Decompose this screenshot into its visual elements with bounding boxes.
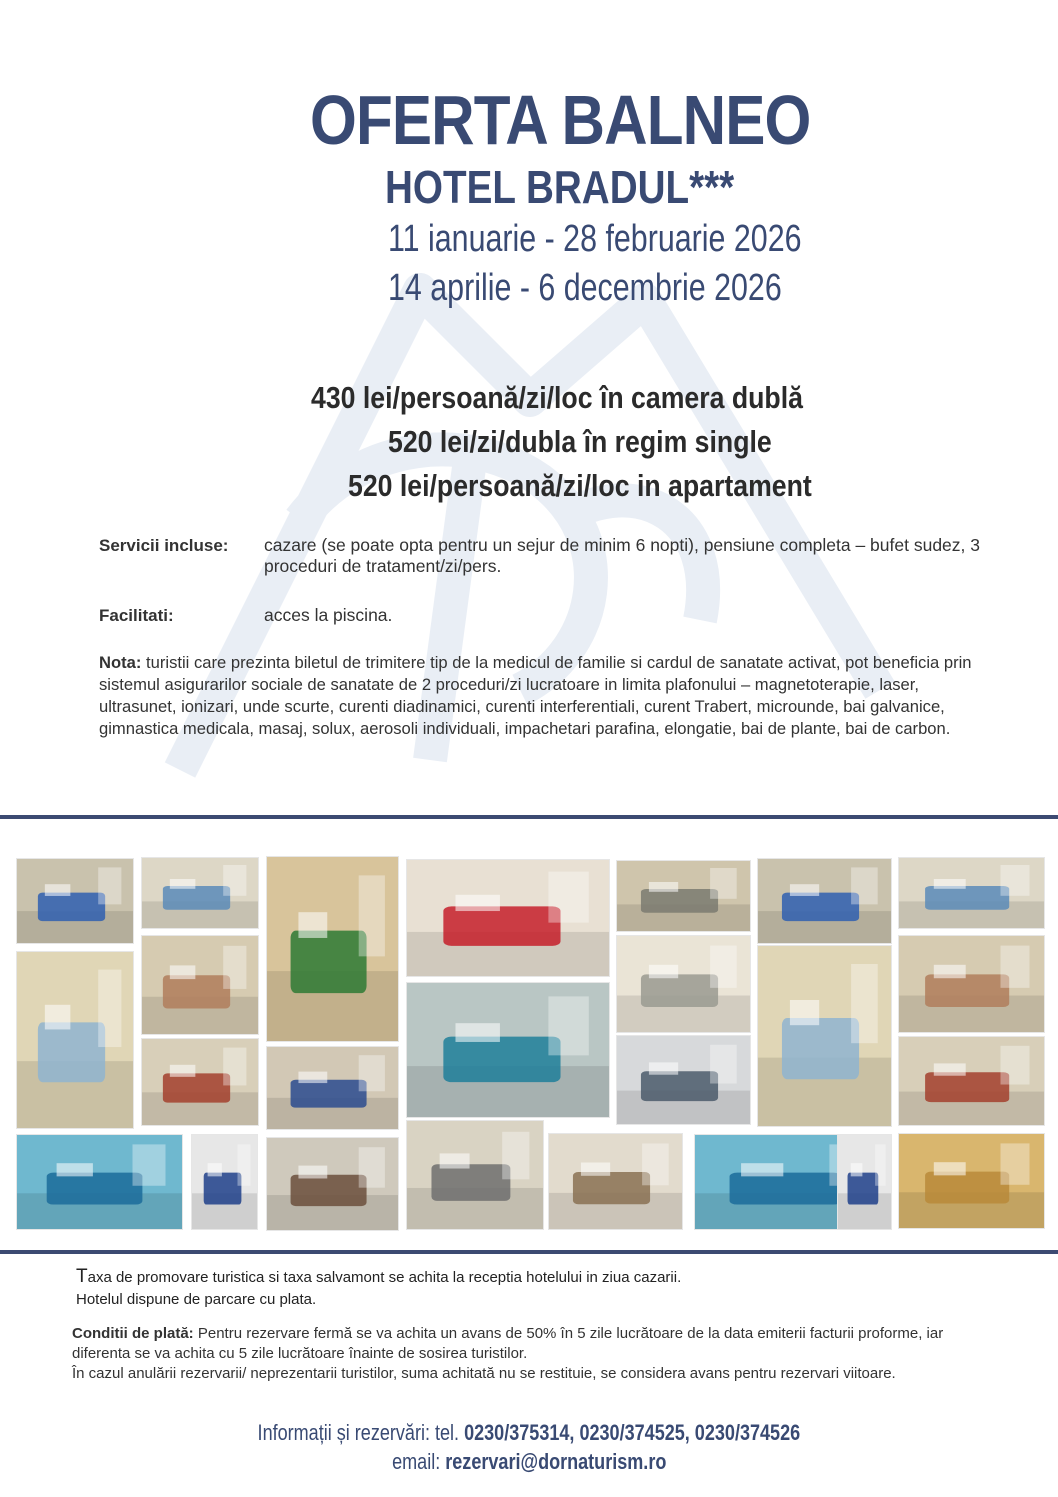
gym-hall-photo: [406, 859, 610, 977]
magnetotherapy-coils-photo-2: [898, 857, 1045, 929]
payment-conditions: [72, 1324, 972, 1384]
tax-note-initial: T: [76, 1266, 88, 1287]
contact-email: [0, 1449, 1058, 1475]
waiting-chairs-photo: [266, 1046, 399, 1130]
top-divider: [0, 815, 1058, 819]
tax-note-text: axa de promovare turistica si taxa salvamont se achita la receptia hotelului in ziua cazarii.: [87, 1269, 682, 1286]
offer-title: OFERTA BALNEO: [310, 81, 811, 159]
solarium-photo-2: [898, 1133, 1045, 1229]
period-winter: 11 ianuarie - 28 februarie 2026: [388, 218, 802, 260]
nota-text: turistii care prezinta biletul de trimitere tip de la medicul de familie si cardul de sanatate activat, pot beneficia prin sistemul asigurarilor sociale de sanatate de 2 proceduri/zi lucratoare in limita plafonului – magnetoterapie, laser, ultrasunet, ionizari, unde scurte, curenti diadinamici, curenti interferentiali, curent Trabert, microunde, bai galvanice, gimnastica medicala, masaj, solux, aerosoli individuali, impachetari parafina, elongatie, bai de plante, bai de carbon.: [99, 653, 972, 738]
price-double-room: 430 lei/persoană/zi/loc în camera dublă: [311, 380, 803, 415]
period-main: 14 aprilie - 6 decembrie 2026: [388, 267, 782, 309]
treatment-beds-photo: [616, 860, 751, 932]
blue-bath-photo-2: [837, 1134, 892, 1230]
nota-label: Nota:: [99, 653, 142, 672]
hotel-name: HOTEL BRADUL***: [385, 161, 735, 213]
blue-bath-photo: [191, 1134, 258, 1230]
control-panel-photo: [898, 1036, 1045, 1126]
nota-paragraph: [99, 652, 999, 740]
hydrotherapy-tub-photo-2: [757, 858, 892, 944]
patient-bed-photo: [141, 935, 259, 1035]
conditions-label: Conditii de plată:: [72, 1325, 194, 1342]
phone-label: Informații și rezervări: tel.: [257, 1420, 460, 1445]
whirlpool-bath-photo: [616, 1035, 751, 1125]
bottom-divider: [0, 1250, 1058, 1254]
fitness-photo: [548, 1133, 683, 1230]
price-single-use: 520 lei/zi/dubla în regim single: [388, 424, 772, 459]
electrotherapy-device-photo-2: [898, 935, 1045, 1033]
waiting-chairs-photo-2: [16, 1134, 183, 1230]
conditions-text: Pentru rezervare fermă se va achita un avans de 50% în 5 zile lucrătoare de la data emiterii facturii proforme, iar diferenta se va achita cu 5 zile lucrătoare înainte de sosirea turistilor.: [72, 1325, 944, 1362]
massage-room-photo: [757, 945, 892, 1127]
services-text: cazare (se poate opta pentru un sejur de minim 6 nopti), pensiune completa – bufet sudez, 3 proceduri de tratament/zi/pers.: [264, 535, 980, 576]
tourist-tax-note: [76, 1266, 681, 1288]
massage-photo: [406, 1120, 544, 1230]
atrium-palm-photo: [266, 856, 399, 1042]
patient-bed-photo-2: [141, 1038, 259, 1126]
cancellation-text: În cazul anulării rezervarii/ neprezentarii turistilor, suma achitată nu se restituie, se considera avans pentru rezervari viitoare.: [72, 1365, 896, 1382]
email-label: email:: [391, 1449, 440, 1474]
facilities-label: Facilitati:: [99, 606, 174, 625]
facilities-text: acces la piscina.: [264, 605, 393, 625]
email-link[interactable]: rezervari@dornaturism.ro: [445, 1449, 667, 1474]
contact-phones: [0, 1420, 1058, 1446]
services-label: Servicii incluse:: [99, 536, 229, 555]
swimming-pool-photo: [406, 982, 610, 1118]
phone-numbers[interactable]: 0230/375314, 0230/374525, 0230/374526: [464, 1420, 801, 1445]
price-apartment: 520 lei/persoană/zi/loc in apartament: [348, 468, 812, 503]
treatment-room-photo: [616, 935, 751, 1033]
electrotherapy-device-photo: [16, 951, 134, 1129]
solarium-photo: [266, 1137, 399, 1231]
hydrotherapy-tub-photo: [16, 858, 134, 944]
parking-note: Hotelul dispune de parcare cu plata.: [76, 1291, 317, 1308]
magnetotherapy-coils-photo: [141, 857, 259, 929]
